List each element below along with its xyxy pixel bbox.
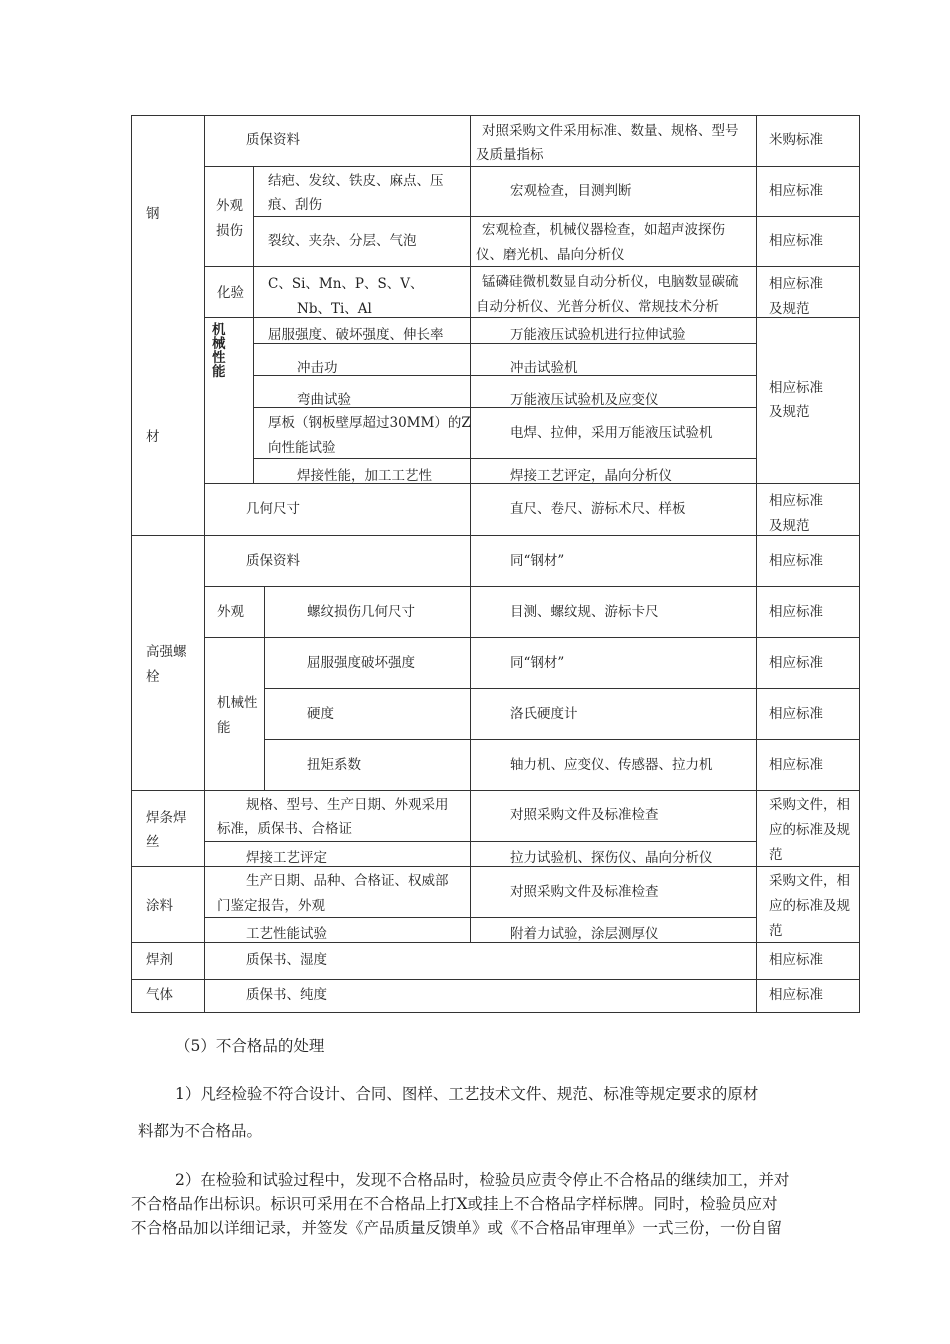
coating-label: 涂料 [146, 898, 173, 914]
bolt-label-2: 栓 [146, 669, 160, 685]
steel-geometry-method: 直尺、卷尺、游标术尺、样板 [510, 501, 686, 517]
steel-chemistry-method-1: 锰磷硅微机数显自动分析仪，电脑数显碳硫 [482, 274, 739, 290]
steel-quality-docs-method-1: 对照采购文件采用标准、数量、规格、型号 [482, 123, 739, 139]
welding-rod-row2-item: 焊接工艺评定 [246, 850, 327, 866]
steel-appearance-label-1: 外观 [216, 198, 243, 214]
bolt-appearance-basis: 相应标准 [769, 604, 823, 620]
welding-rod-row1-method: 对照采购文件及标准检查 [510, 807, 659, 823]
steel-appearance-row2-basis: 相应标准 [769, 233, 823, 249]
steel-mech-row4-item-1: 厚板（钢板壁厚超过30MM）的Z [268, 415, 471, 431]
steel-mech-row5-item: 焊接性能，加工工艺性 [297, 468, 432, 484]
paragraph-1-line-2: 料都为不合格品。 [138, 1122, 263, 1140]
steel-geometry-basis-2: 及规范 [769, 518, 810, 534]
steel-mech-row2-method: 冲击试验机 [510, 360, 578, 376]
coating-basis-2: 应的标准及规 [769, 898, 850, 914]
flux-basis: 相应标准 [769, 952, 823, 968]
steel-quality-docs-method-2: 及质量指标 [476, 147, 544, 163]
bolt-quality-docs-method: 同“钢材” [510, 553, 565, 569]
bolt-mech-row3-item: 扭矩系数 [307, 757, 361, 773]
bolt-label-1: 高强螺 [146, 644, 187, 660]
welding-rod-row1-item-1: 规格、型号、生产日期、外观采用 [246, 797, 449, 813]
paragraph-2-line-2: 不合格品作出标识。标识可采用在不合格品上打X或挂上不合格品字样标牌。同时，检验员应对 [131, 1195, 778, 1213]
welding-rod-label-1: 焊条焊 [146, 810, 187, 826]
steel-chemistry-item-1: C、Si、Mn、P、S、V、 [268, 276, 424, 292]
steel-mech-row3-method: 万能液压试验机及应变仪 [510, 392, 659, 408]
steel-appearance-row2-method-2: 仪、磨光机、晶向分析仪 [476, 247, 625, 263]
steel-mech-row4-method: 电焊、拉伸，采用万能液压试验机 [510, 425, 713, 441]
steel-appearance-label-2: 损伤 [216, 223, 243, 239]
coating-row1-item-2: 门鉴定报告，外观 [217, 898, 325, 914]
flux-label: 焊剂 [146, 952, 173, 968]
gas-item: 质保书、纯度 [246, 987, 327, 1003]
steel-appearance-row1-item-2: 痕、刮伤 [268, 197, 322, 213]
bolt-mechanical-label-1: 机械性 [217, 695, 258, 711]
welding-rod-basis-1: 采购文件，相 [769, 797, 850, 813]
steel-mech-row1-method: 万能液压试验机进行拉伸试验 [510, 327, 686, 343]
bolt-mech-row1-basis: 相应标准 [769, 655, 823, 671]
steel-appearance-row1-item-1: 结疤、发纹、铁皮、麻点、压 [268, 173, 444, 189]
steel-mech-row3-item: 弯曲试验 [297, 392, 351, 408]
steel-mech-basis-1: 相应标准 [769, 380, 823, 396]
bolt-mech-row2-method: 洛氏硬度计 [510, 706, 578, 722]
paragraph-1-line-1: 1）凡经检验不符合设计、合同、图样、工艺技术文件、规范、标准等规定要求的原材 [175, 1085, 759, 1103]
bolt-mech-row1-item: 屈服强度破坏强度 [307, 655, 415, 671]
gas-label: 气体 [146, 987, 173, 1003]
gas-basis: 相应标准 [769, 987, 823, 1003]
bolt-mech-row2-basis: 相应标准 [769, 706, 823, 722]
steel-geometry-basis-1: 相应标准 [769, 493, 823, 509]
steel-chemistry-method-2: 自动分析仪、光普分析仪、常规技术分析 [476, 299, 719, 315]
welding-rod-label-2: 丝 [146, 834, 160, 850]
steel-quality-docs-basis: 米购标准 [769, 132, 823, 148]
steel-mech-row4-item-2: 向性能试验 [268, 440, 336, 456]
bolt-mech-row1-method: 同“钢材” [510, 655, 565, 671]
bolt-appearance-label: 外观 [217, 604, 244, 620]
steel-chemistry-label: 化验 [217, 285, 244, 301]
flux-item: 质保书、湿度 [246, 952, 327, 968]
welding-rod-basis-2: 应的标准及规 [769, 822, 850, 838]
steel-appearance-row2-method-1: 宏观检查，机械仪器检查，如超声波探伤 [482, 222, 725, 238]
steel-quality-docs-item: 质保资料 [246, 132, 300, 148]
steel-mechanical-label: 机械性能 [212, 322, 226, 380]
steel-label-bottom: 材 [146, 429, 160, 445]
coating-row1-method: 对照采购文件及标准检查 [510, 884, 659, 900]
bolt-quality-docs-basis: 相应标准 [769, 553, 823, 569]
section-heading: （5）不合格品的处理 [175, 1037, 325, 1055]
coating-row2-item: 工艺性能试验 [246, 926, 327, 942]
bolt-mechanical-label-2: 能 [217, 720, 231, 736]
steel-label-top: 钢 [146, 206, 160, 222]
paragraph-2-line-3: 不合格品加以详细记录，并签发《产品质量反馈单》或《不合格品审理单》一式三份，一份自留 [131, 1219, 783, 1237]
paragraph-2-line-1: 2）在检验和试验过程中，发现不合格品时，检验员应责令停止不合格品的继续加工，并对 [175, 1171, 790, 1189]
coating-row1-item-1: 生产日期、品种、合格证、权威部 [246, 873, 449, 889]
bolt-mech-row3-method: 轴力机、应变仪、传感器、拉力机 [510, 757, 713, 773]
steel-chemistry-item-2: Nb、Ti、Al [297, 301, 372, 317]
welding-rod-row2-method: 拉力试验机、探伤仪、晶向分析仪 [510, 850, 713, 866]
welding-rod-row1-item-2: 标准，质保书、合格证 [217, 821, 352, 837]
steel-mech-row5-method: 焊接工艺评定，晶向分析仪 [510, 468, 672, 484]
welding-rod-basis-3: 范 [769, 847, 783, 863]
steel-appearance-row1-method: 宏观检查，目测判断 [510, 183, 632, 199]
bolt-appearance-method: 目测、螺纹规、游标卡尺 [510, 604, 659, 620]
steel-mech-basis-2: 及规范 [769, 404, 810, 420]
steel-geometry-item: 几何尺寸 [246, 501, 300, 517]
bolt-mech-row2-item: 硬度 [307, 706, 334, 722]
steel-appearance-row2-item: 裂纹、夹杂、分层、气泡 [268, 233, 417, 249]
steel-mech-row2-item: 冲击功 [297, 360, 338, 376]
coating-basis-3: 范 [769, 923, 783, 939]
coating-basis-1: 采购文件，相 [769, 873, 850, 889]
steel-chemistry-basis-1: 相应标准 [769, 276, 823, 292]
steel-appearance-row1-basis: 相应标准 [769, 183, 823, 199]
steel-mech-row1-item: 屈服强度、破坏强度、伸长率 [268, 327, 444, 343]
bolt-quality-docs-item: 质保资料 [246, 553, 300, 569]
coating-row2-method: 附着力试验，涂层测厚仪 [510, 926, 659, 942]
steel-chemistry-basis-2: 及规范 [769, 301, 810, 317]
bolt-appearance-item: 螺纹损伤几何尺寸 [307, 604, 415, 620]
bolt-mech-row3-basis: 相应标准 [769, 757, 823, 773]
